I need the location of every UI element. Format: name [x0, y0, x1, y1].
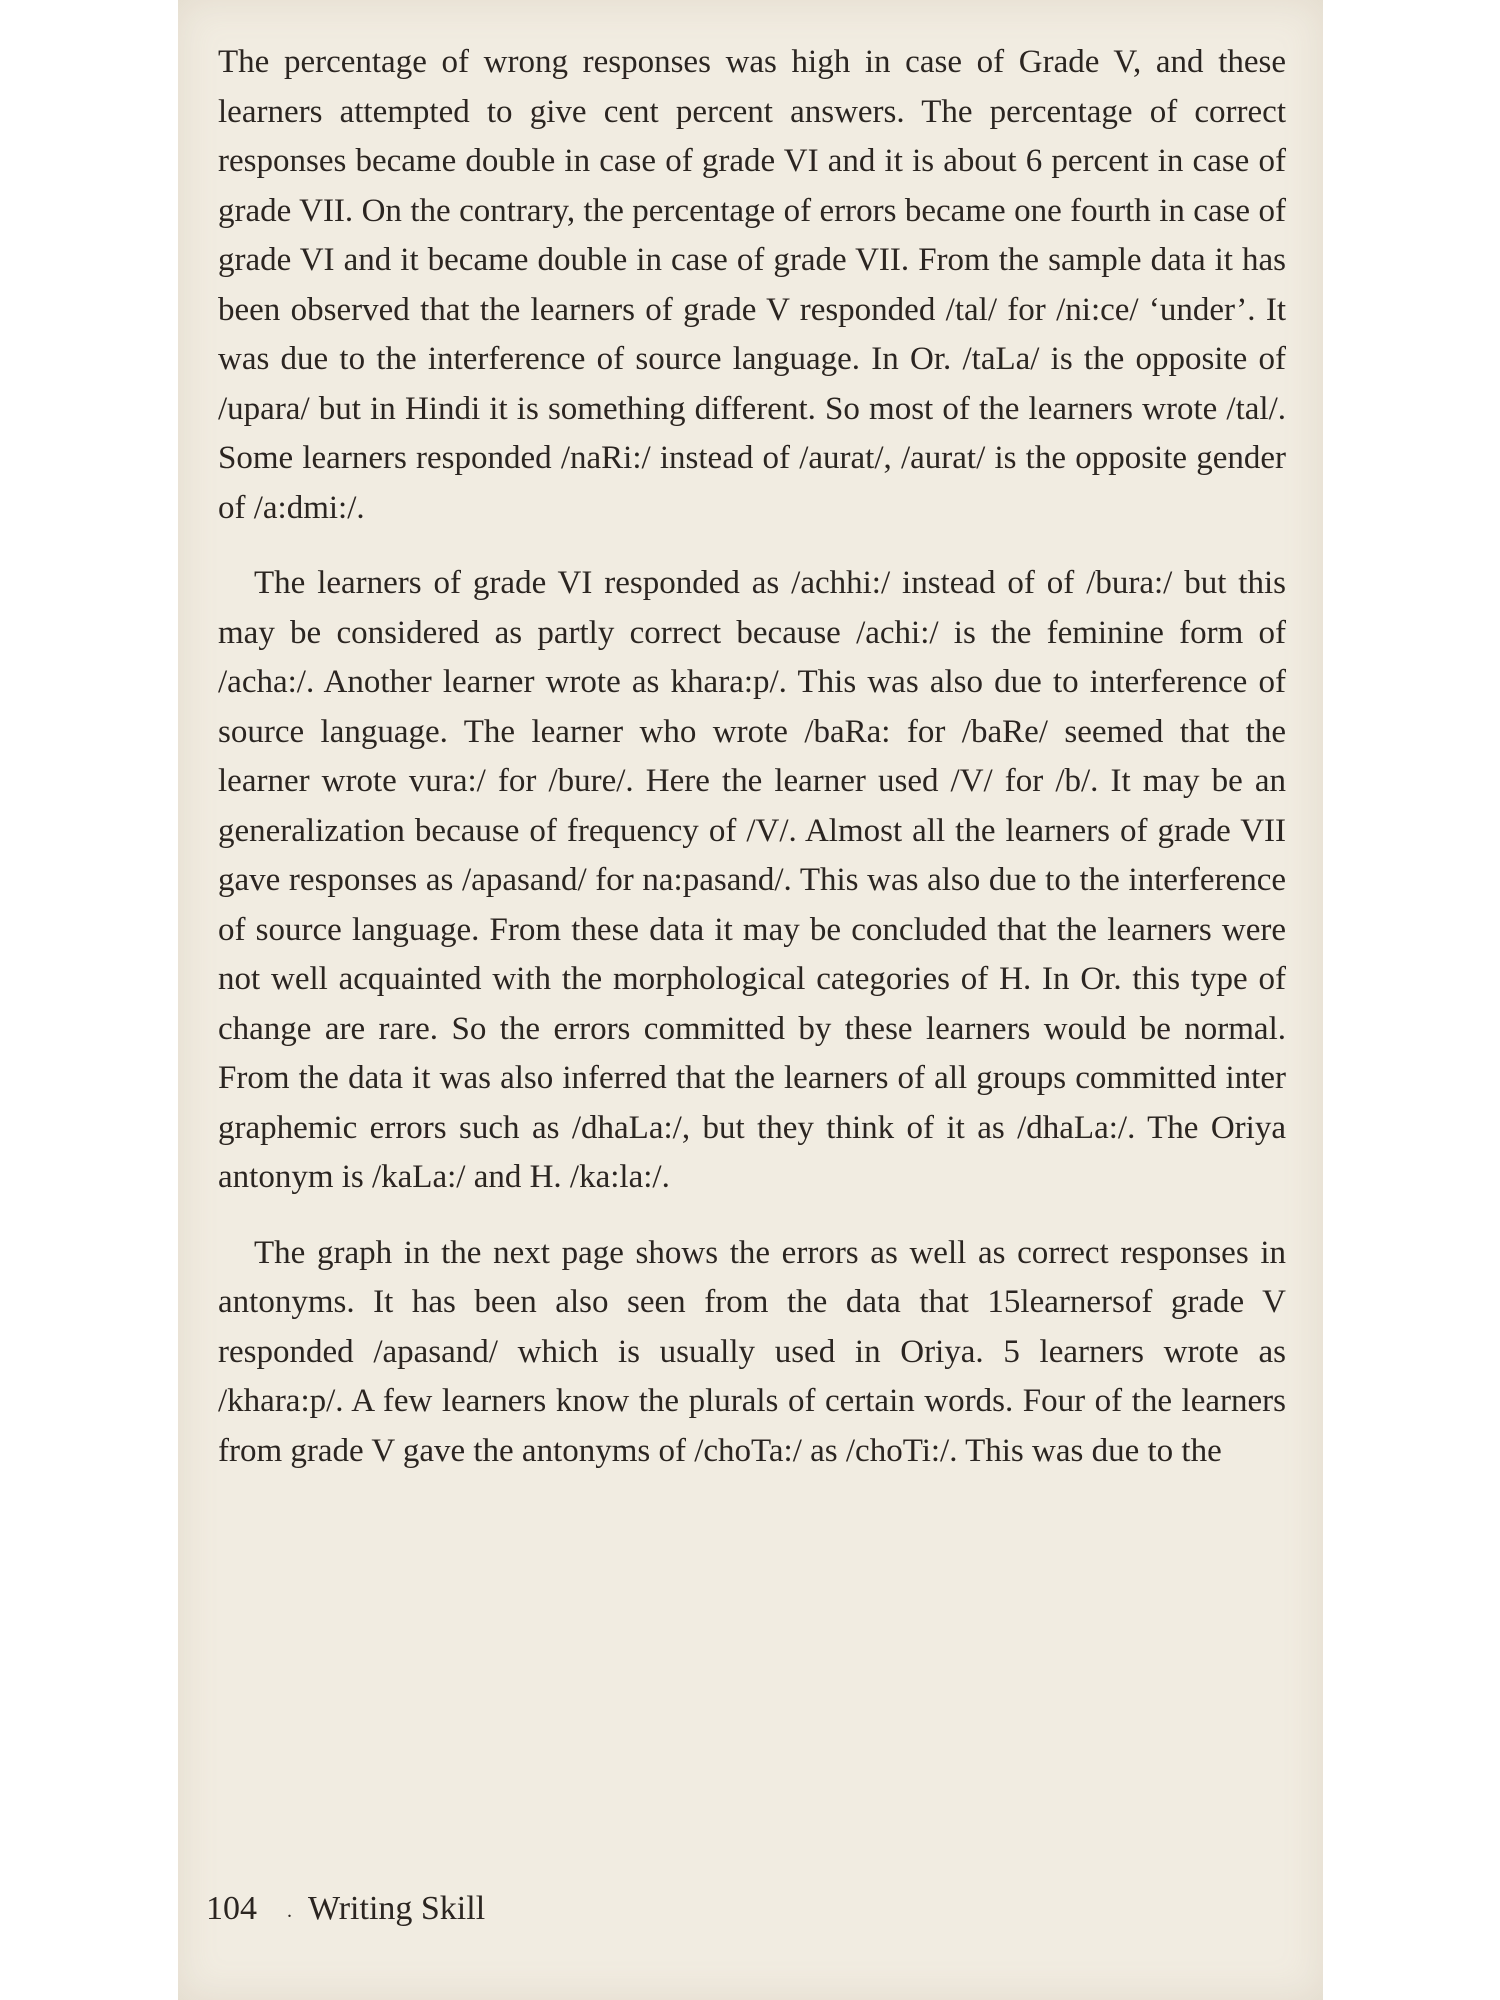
book-page: [178, 0, 1323, 2000]
paragraph-3: The graph in the next page shows the errors as well as correct responses in antonyms. It has been also seen from the data that 15learnersof grade V responded /apasand/ which is usually used in Oriya. 5 learners wrote as /khara:p/. A few learners know the plurals of certain words. Four of the learners from grade V gave the antonyms of /choTa:/ as /choTi:/. This was due to the: [218, 1234, 1286, 1469]
page-footer: [206, 1890, 485, 1928]
page-number: 104: [206, 1890, 257, 1927]
body-text: [218, 38, 1286, 1476]
paragraph-2: The learners of grade VI responded as /achhi:/ instead of of /bura:/ but this may be considered as partly correct because /achi:/ is the feminine form of /acha:/. Another learner wrote as khara:p/. This was also due to interference of source language. The learner who wrote /baRa: for /baRe/ seemed that the learner wrote vura:/ for /bure/. Here the learner used /V/ for /b/. It may be an generalization because of frequency of /V/. Almost all the learners of grade VII gave responses as /apasand/ for na:pasand/. This was also due to the interference of source language. From these data it may be concluded that the learners were not well acquainted with the morphological categories of H. In Or. this type of change are rare. So the errors committed by these learners would be normal. From the data it was also inferred that the learners of all groups committed inter graphemic errors such as /dhaLa:/, but they think of it as /dhaLa:/. The Oriya antonym is /kaLa:/ and H. /ka:la:/.: [218, 565, 1286, 1195]
section-title: Writing Skill: [308, 1890, 486, 1927]
paragraph-1: The percentage of wrong responses was high in case of Grade V, and these learners attempted to give cent percent answers. The percentage of correct responses became double in case of grade VI and it is about 6 percent in case of grade VII. On the contrary, the percentage of errors became one fourth in case of grade VI and it became double in case of grade VII. From the sample data it has been observed that the learners of grade V responded /tal/ for /ni:ce/ ‘under’. It was due to the interference of source language. In Or. /taLa/ is the opposite of /upara/ but in Hindi it is something different. So most of the learners wrote /tal/. Some learners responded /naRi:/ instead of /aurat/, /aurat/ is the opposite gender of /a:dmi:/.: [218, 44, 1286, 526]
footer-separator: .: [287, 1899, 292, 1922]
